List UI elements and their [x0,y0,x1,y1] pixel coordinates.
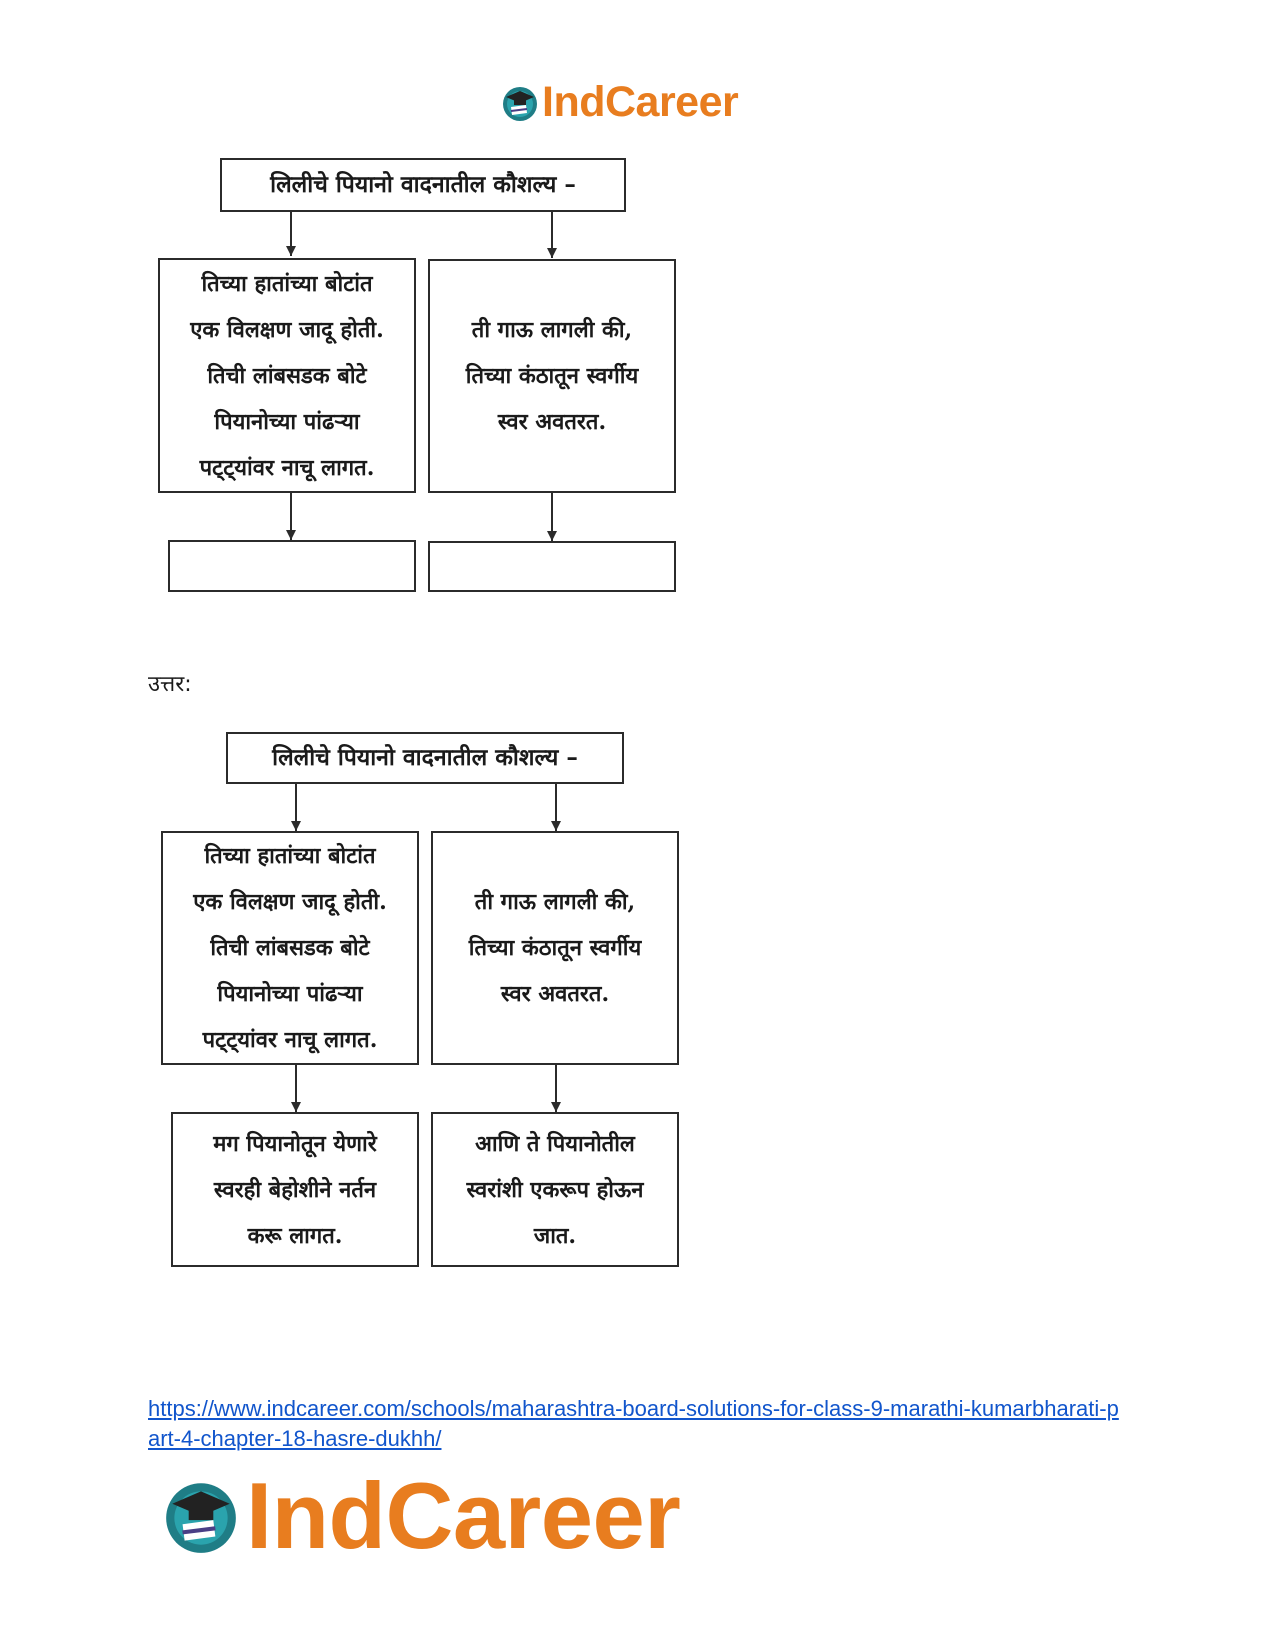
brand-name: IndCareer [246,1463,681,1568]
source-link[interactable]: https://www.indcareer.com/schools/maharashtra-board-solutions-for-class-9-marathi-kumarbharati-part-4-chapter-18-hasre-dukhh/ [148,1396,1119,1451]
left-result-box: मग पियानोतून येणारे स्वरही बेहोशीने नर्तन करू लागत. [171,1112,419,1267]
answer-label: उत्तर: [148,672,192,697]
left-skill-box: तिच्या हातांच्या बोटांत एक विलक्षण जादू होती. तिची लांबसडक बोटे पियानोच्या पांढऱ्या पट्ट्यांवर नाचू लागत. [158,258,416,493]
left-skill-box: तिच्या हातांच्या बोटांत एक विलक्षण जादू होती. तिची लांबसडक बोटे पियानोच्या पांढऱ्या पट्ट्यांवर नाचू लागत. [161,831,419,1065]
brand-name: IndCareer [542,78,739,126]
right-skill-box: ती गाऊ लागली की, तिच्या कंठातून स्वर्गीय स्वर अवतरत. [431,831,679,1065]
diagram-title-box: लिलीचे पियानो वादनातील कौशल्य – [220,158,626,212]
indcareer-logo-bottom [160,1462,680,1570]
right-result-box: आणि ते पियानोतील स्वरांशी एकरूप होऊन जात. [431,1112,679,1267]
globe-graduation-cap-icon [160,1475,242,1557]
diagram-title-box: लिलीचे पियानो वादनातील कौशल्य – [226,732,624,784]
right-skill-box: ती गाऊ लागली की, तिच्या कंठातून स्वर्गीय स्वर अवतरत. [428,259,676,493]
